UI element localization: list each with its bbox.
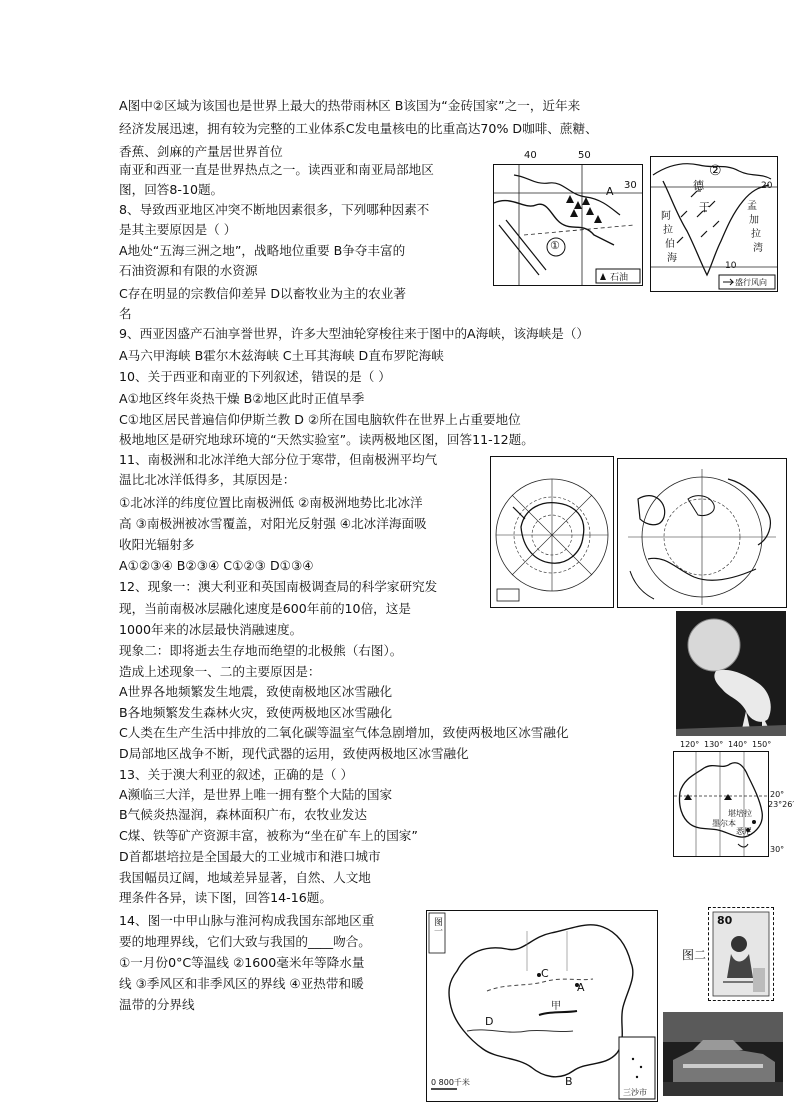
stamp-caption: 图二 (682, 948, 707, 962)
west-asia-map-drawing (494, 165, 642, 285)
aus-lat1: 20° (770, 790, 785, 799)
text-line: 1000年来的冰层最快消融速度。 (119, 622, 303, 637)
aus-lat2: 23°26′ (768, 800, 794, 809)
text-line: C①地区居民普遍信仰伊斯兰教 D ②所在国电脑软件在世界上占重要地位 (119, 412, 521, 427)
city-night-photo (663, 1012, 783, 1096)
stamp-value: 80 (717, 914, 733, 927)
map2-e2: 加 (749, 215, 759, 226)
china-point-a: A (577, 981, 585, 994)
aus-city-melbourne: 墨尔本 (712, 819, 736, 828)
text-line: 现象二：即将逝去生存地而绝望的北极熊（右图）。 (119, 643, 403, 658)
text-line: ①北冰洋的纬度位置比南极洲低 ②南极洲地势比北冰洋 (119, 495, 423, 510)
text-line: 要的地理界线，它们大致与我国的____吻合。 (119, 934, 371, 949)
aus-city-canberra: 堪培拉 (728, 809, 752, 818)
text-line: 理条件各异，读下图，回答14-16题。 (119, 890, 332, 905)
text-line: 造成上述现象一、二的主要原因是： (119, 664, 321, 679)
text-line: 极地地区是研究地球环境的“天然实验室”。读两极地区图，回答11-12题。 (119, 432, 534, 447)
text-line: A图中②区域为该国也是世界上最大的热带雨林区 B该国为“金砖国家”之一，近年来 (119, 98, 581, 113)
text-line: D首都堪培拉是全国最大的工业城市和港口城市 (119, 849, 381, 864)
australia-map (673, 751, 769, 857)
aus-lon2: 130° (704, 740, 724, 749)
text-line: 石油资源和有限的水资源 (119, 263, 258, 278)
text-line: A地处“五海三洲之地”，战略地位重要 B争夺丰富的 (119, 243, 406, 258)
antarctic-map-drawing (491, 457, 613, 607)
text-line: 11、南极洲和北冰洋绝大部分位于寒带，但南极洲平均气 (119, 452, 438, 467)
map1-lon2: 50 (578, 150, 591, 161)
china-map-drawing (427, 911, 657, 1101)
text-line: 是其主要原因是（ ） (119, 222, 237, 237)
text-line: C煤、铁等矿产资源丰富，被称为“坐在矿车上的国家” (119, 828, 418, 843)
text-line: C存在明显的宗教信仰差异 D以畜牧业为主的农业著 (119, 286, 406, 301)
map2-legend: 盛行风向 (735, 278, 767, 287)
map2-c1: 德 (693, 179, 704, 192)
china-fig-label: 图一 (432, 917, 442, 935)
china-point-d: D (485, 1015, 494, 1028)
china-map (426, 910, 658, 1102)
text-line: ①一月份0°C等温线 ②1600毫米年等降水量 (119, 955, 365, 970)
text-line: 10、关于西亚和南亚的下列叙述，错误的是（ ） (119, 369, 391, 384)
map2-lat2: 10 (725, 261, 737, 271)
australia-map-drawing (674, 752, 768, 856)
polar-bear-drawing (676, 611, 786, 736)
map1-region-label: ① (550, 239, 560, 252)
text-line: 经济发展迅速，拥有较为完整的工业体系C发电量核电的比重高达70% D咖啡、蔗糖、 (119, 121, 598, 136)
text-line: 8、导致西亚地区冲突不断地因素很多，下列哪种因素不 (119, 202, 430, 217)
text-line: 9、西亚因盛产石油享誉世界，许多大型油轮穿梭往来于图中的A海峡，该海峡是（） (119, 326, 590, 341)
text-line: 收阳光辐射多 (119, 537, 195, 552)
text-line: 高 ③南极洲被冰雪覆盖，对阳光反射强 ④北冰洋海面吸 (119, 516, 427, 531)
china-point-c: C (541, 967, 549, 980)
polar-bear-photo (676, 611, 786, 736)
map1-lat: 30 (624, 180, 637, 191)
map2-w1: 阿 (661, 211, 671, 222)
map1-legend: 石油 (610, 273, 629, 283)
text-line: 线 ③季风区和非季风区的界线 ④亚热带和暖 (119, 976, 364, 991)
text-line: 12、现象一：澳大利亚和英国南极调查局的科学家研究发 (119, 579, 438, 594)
stamp-image (708, 907, 774, 1001)
china-point-b: B (565, 1075, 573, 1088)
text-line: 温带的分界线 (119, 997, 195, 1012)
text-line: A①②③④ B②③④ C①②③ D①③④ (119, 558, 314, 573)
map2-region-label: ② (709, 163, 722, 179)
text-line: 我国幅员辽阔，地域差异显著，自然、人文地 (119, 870, 371, 885)
text-line: D局部地区战争不断，现代武器的运用，致使两极地区冰雪融化 (119, 746, 469, 761)
text-line: 香蕉、剑麻的产量居世界首位 (119, 144, 283, 159)
text-line: A马六甲海峡 B霍尔木兹海峡 C土耳其海峡 D直布罗陀海峡 (119, 348, 444, 363)
map2-w4: 海 (667, 253, 677, 264)
antarctic-map (490, 456, 614, 608)
map2-e1: 孟 (747, 201, 757, 212)
text-line: 名 (119, 306, 132, 321)
china-mountain-jia: 甲 (551, 1001, 561, 1012)
map2-e3: 拉 (751, 229, 761, 240)
map1-lon1: 40 (524, 150, 537, 161)
city-night-drawing (663, 1012, 783, 1096)
map2-c2: 干 (699, 201, 710, 214)
south-asia-map (650, 156, 778, 292)
text-line: 现，当前南极冰层融化速度是600年前的10倍，这是 (119, 601, 411, 616)
aus-lat3: 30° (770, 845, 785, 854)
text-line: A濒临三大洋，是世界上唯一拥有整个大陆的国家 (119, 787, 393, 802)
text-line: B各地频繁发生森林火灾，致使两极地区冰雪融化 (119, 705, 393, 720)
text-line: C人类在生产生活中排放的二氧化碳等温室气体急剧增加，致使两极地区冰雪融化 (119, 725, 569, 740)
china-inset-label: 三沙市 (623, 1088, 647, 1097)
text-line: 14、图一中甲山脉与淮河构成我国东部地区重 (119, 913, 375, 928)
map2-w3: 伯 (665, 239, 675, 250)
map1-point-a: A (606, 185, 614, 198)
aus-lon1: 120° (680, 740, 700, 749)
aus-city-sydney: 悉尼 (736, 827, 752, 836)
map2-w2: 拉 (663, 225, 673, 236)
aus-lon4: 150° (752, 740, 772, 749)
text-line: 温比北冰洋低得多，其原因是： (119, 472, 296, 487)
china-scale: 0 800千米 (431, 1078, 470, 1087)
text-line: A①地区终年炎热干燥 B②地区此时正值旱季 (119, 391, 365, 406)
text-line: B气候炎热湿润，森林面积广布，农牧业发达 (119, 807, 367, 822)
text-line: 南亚和西亚一直是世界热点之一。读西亚和南亚局部地区 (119, 162, 434, 177)
map2-lat1: 20 (761, 181, 773, 191)
arctic-map-drawing (618, 459, 786, 607)
text-line: 13、关于澳大利亚的叙述，正确的是（ ） (119, 767, 354, 782)
arctic-map (617, 458, 787, 608)
aus-lon3: 140° (728, 740, 748, 749)
text-line: 图，回答8-10题。 (119, 182, 224, 197)
text-line: A世界各地频繁发生地震，致使南极地区冰雪融化 (119, 684, 393, 699)
map2-e4: 湾 (753, 243, 763, 254)
west-asia-map (493, 164, 643, 286)
